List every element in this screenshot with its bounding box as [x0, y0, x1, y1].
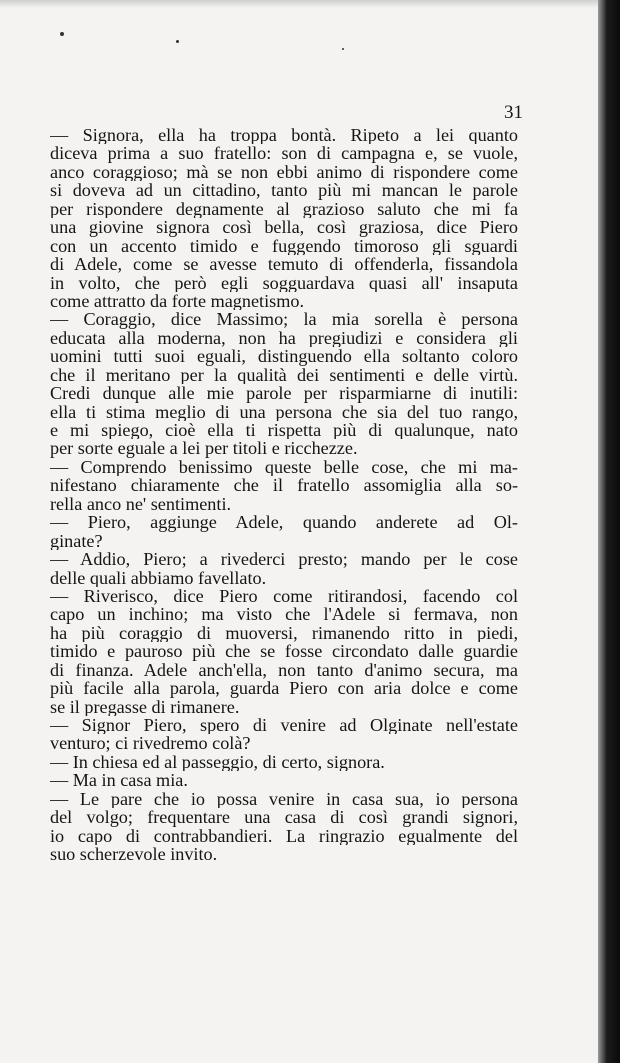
text-line: ha più coraggio di muoversi, rimanendo ritto in piedi,	[50, 623, 518, 643]
text-line: che il meritano per la qualità dei sentimenti e delle virtù.	[50, 365, 518, 385]
text-line: se il pregasse di rimanere.	[50, 697, 240, 716]
text-line: si doveva ad un cittadino, tanto più mi mancan le parole	[50, 181, 518, 200]
text-line: anco coraggioso; mà se non ebbi animo di rispondere come	[50, 162, 518, 182]
text-line: — Le pare che io possa venire in casa sua, io persona	[50, 789, 518, 809]
text-line: — Riverisco, dice Piero come ritirandosi, facendo col	[50, 586, 518, 606]
text-line: rella anco ne' sentimenti.	[50, 494, 232, 514]
print-speck	[60, 32, 64, 36]
text-line: — Coraggio, dice Massimo; la mia sorella è persona	[50, 310, 518, 329]
text-line: io capo di contrabbandieri. La ringrazio egualmente del	[50, 826, 518, 846]
text-line: capo un inchino; ma visto che l'Adele si fermava, non	[50, 605, 518, 624]
text-line: — Ma in casa mia.	[50, 771, 188, 790]
text-line: delle quali abbiamo favellato.	[50, 568, 267, 587]
text-line: ella ti stima meglio di una persona che sia del tuo rango,	[50, 402, 518, 421]
text-line: educata alla moderna, non ha pregiudizi e considera gli	[50, 328, 518, 348]
text-line: per sorte eguale a lei per titoli e ricchezze.	[50, 439, 358, 458]
text-line: ginate?	[50, 531, 103, 551]
body-text	[50, 126, 518, 864]
text-line: — Signora, ella ha troppa bontà. Ripeto a lei quanto	[50, 126, 518, 145]
text-line: del volgo; frequentare una casa di così grandi signori,	[50, 808, 518, 827]
text-line: suo scherzevole invito.	[50, 845, 218, 864]
text-line: — Comprendo benissimo queste belle cose, che mi ma-	[50, 457, 518, 477]
text-line: — In chiesa ed al passeggio, di certo, signora.	[50, 752, 385, 772]
page-top-shadow	[0, 0, 620, 8]
text-line: nifestano chiaramente che il fratello assomiglia alla so-	[50, 476, 518, 495]
text-line: — Signor Piero, spero di venire ad Olginate nell'estate	[50, 716, 518, 735]
print-speck	[342, 48, 344, 50]
text-line: Credi dunque alle mie parole per risparmiarne di inutili:	[50, 384, 518, 403]
text-line: — Addio, Piero; a rivederci presto; mando per le cose	[50, 550, 518, 569]
page-number: 31	[504, 102, 523, 123]
text-line: per rispondere degnamente al grazioso saluto che mi fa	[50, 199, 518, 219]
text-line: in volto, che però egli sogguardava quasi all' insaputa	[50, 273, 518, 292]
text-line: diceva prima a suo fratello: son di campagna e, se vuole,	[50, 144, 518, 163]
print-speck	[176, 40, 179, 43]
text-line: timido e pauroso più che se fosse circondato dalle guardie	[50, 642, 518, 661]
text-line: più facile alla parola, guarda Piero con aria dolce e come	[50, 679, 518, 698]
text-line: venturo; ci rivedremo colà?	[50, 734, 251, 753]
text-line: di finanza. Adele anch'ella, non tanto d'animo secura, ma	[50, 660, 518, 680]
text-line: come attratto da forte magnetismo.	[50, 291, 305, 311]
page-binding-edge	[598, 0, 620, 1063]
text-line: uomini tutti suoi eguali, distinguendo ella soltanto coloro	[50, 347, 518, 366]
text-line: una giovine signora così bella, così graziosa, dice Piero	[50, 218, 518, 237]
text-line: di Adele, come se avesse temuto di offenderla, fissandola	[50, 255, 518, 274]
text-line: e mi spiego, cioè ella ti rispetta più di qualunque, nato	[50, 421, 518, 440]
text-line: — Piero, aggiunge Adele, quando anderete ad Ol-	[50, 513, 518, 532]
text-line: con un accento timido e fuggendo timoroso gli sguardi	[50, 236, 518, 256]
